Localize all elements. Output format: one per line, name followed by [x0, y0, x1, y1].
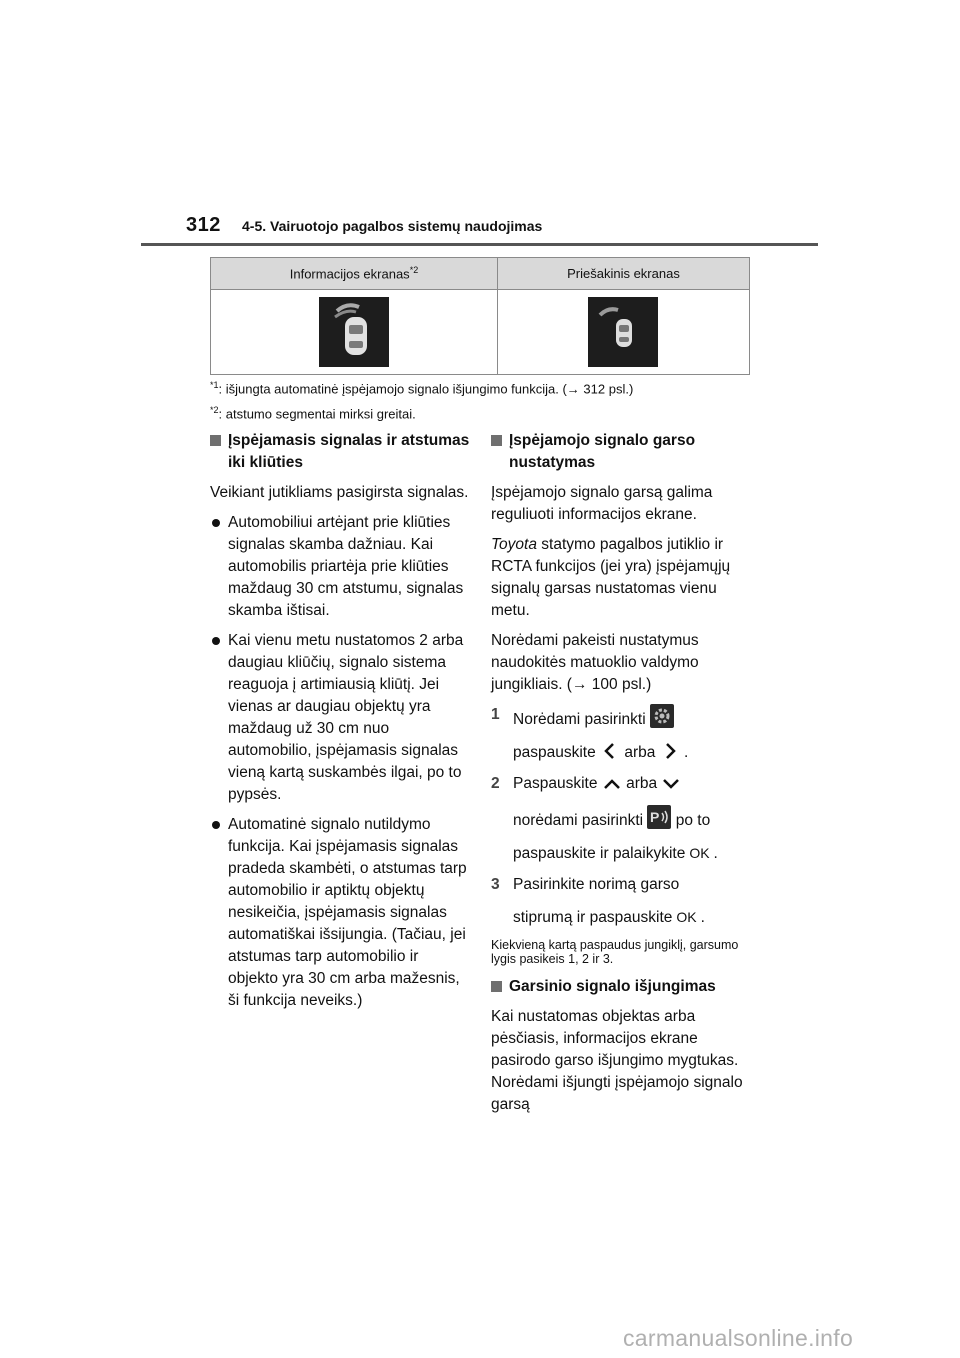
- step-3: 3 Pasirinkite norimą garso stiprumą ir paspauskite OK .: [491, 876, 705, 926]
- bullet-item: Automobiliui artėjant prie kliūties signalas skamba dažniau. Kai automobilis priartėja prie kliūties maždaug 30 cm atstumu, signalas skamba ištisai.: [210, 512, 470, 622]
- parking-sensor-icon: [647, 805, 671, 829]
- section-heading-sound-off: Garsinio signalo išjungimas: [491, 976, 759, 998]
- paragraph: Norėdami pakeisti nustatymus naudokitės matuoklio valdymo jungikliais. (→ 100 psl.): [491, 632, 699, 693]
- ok-button-label: OK: [689, 845, 710, 861]
- table-cell-info-image: [211, 290, 498, 375]
- table-header-info-display: Informacijos ekranas$^{*2}$: [211, 258, 498, 290]
- note-text: Kiekvieną kartą paspaudus jungiklį, garsumo lygis pasikeis 1, 2 ir 3.: [491, 938, 739, 966]
- step-2: 2 Paspauskite arba norėdami pasirinkti P po to paspauskite ir palaikykite OK .: [491, 775, 718, 862]
- watermark: carmanualsonline.info: [623, 1325, 854, 1351]
- step-1: 1 Norėdami pasirinkti paspauskite arba .: [491, 706, 689, 761]
- bullet-item: Automatinė signalo nutildymo funkcija. Kai įspėjamasis signalas pradeda skambėti, o atstumas tarp automobilio ir aptiktų objektų nesikeičia, įspėjamasis signalas automatiškai išsijungia. (Tačiau, jei atstumas tarp automobilio ir objekto yra 30 cm arba mažesnis, ši funkcija neveiks.): [210, 814, 470, 1012]
- table-cell-head-up-image: [497, 290, 749, 375]
- right-column: [491, 430, 759, 1124]
- chevron-up-icon: [602, 776, 622, 792]
- chevron-right-icon: [660, 741, 680, 761]
- section-title: 4-5. Vairuotojo pagalbos sistemų naudojimas: [242, 218, 543, 234]
- paragraph: Toyota statymo pagalbos jutiklio ir RCTA funkcijos (jei yra) įspėjamųjų signalų garsas nustatomas vienu metu.: [491, 536, 731, 619]
- svg-text:P: P: [650, 809, 660, 825]
- chevron-down-icon: [661, 776, 681, 792]
- intro-paragraph: Veikiant jutikliams pasigirsta signalas.: [210, 484, 469, 501]
- left-column: [210, 430, 470, 1020]
- footnote-2: $^{*2}$: atstumo segmentai mirksi greitai.: [210, 405, 416, 422]
- ok-button-label: OK: [676, 909, 697, 925]
- car-sensor-display-head-up-image: [588, 297, 658, 367]
- display-table: [210, 257, 750, 375]
- chevron-left-icon: [600, 741, 620, 761]
- paragraph: Įspėjamojo signalo garsą galima reguliuoti informacijos ekrane.: [491, 484, 713, 523]
- page-header: [186, 214, 818, 246]
- footnote-1: $^{*1}$: išjungta automatinė įspėjamojo signalo išjungimo funkcija. (→ 312 psl.): [210, 380, 634, 397]
- section-heading-warning-signal: Įspėjamasis signalas ir atstumas iki kliūties: [210, 430, 470, 474]
- table-header-head-up-display: Priešakinis ekranas: [497, 258, 749, 290]
- section-heading-sound-setting: Įspėjamojo signalo garso nustatymas: [491, 430, 759, 474]
- car-sensor-display-info-image: [319, 297, 389, 367]
- page-number: 312: [186, 214, 221, 236]
- bullet-item: Kai vienu metu nustatomos 2 arba daugiau kliūčių, signalo sistema reaguoja į artimiausią kliūtį. Jei vienas ar daugiau objektų yra maždaug už 30 cm nuo automobilio, įspėjamasis signalas vieną kartą suskambės ilgai, po to pypsės.: [210, 630, 470, 806]
- settings-gear-icon: [650, 704, 674, 728]
- paragraph: Kai nustatomas objektas arba pėsčiasis, informacijos ekrane pasirodo garso išjungimo mygtukas. Norėdami išjungti įspėjamojo signalo garsą: [491, 1008, 743, 1113]
- header-rule: [141, 243, 818, 246]
